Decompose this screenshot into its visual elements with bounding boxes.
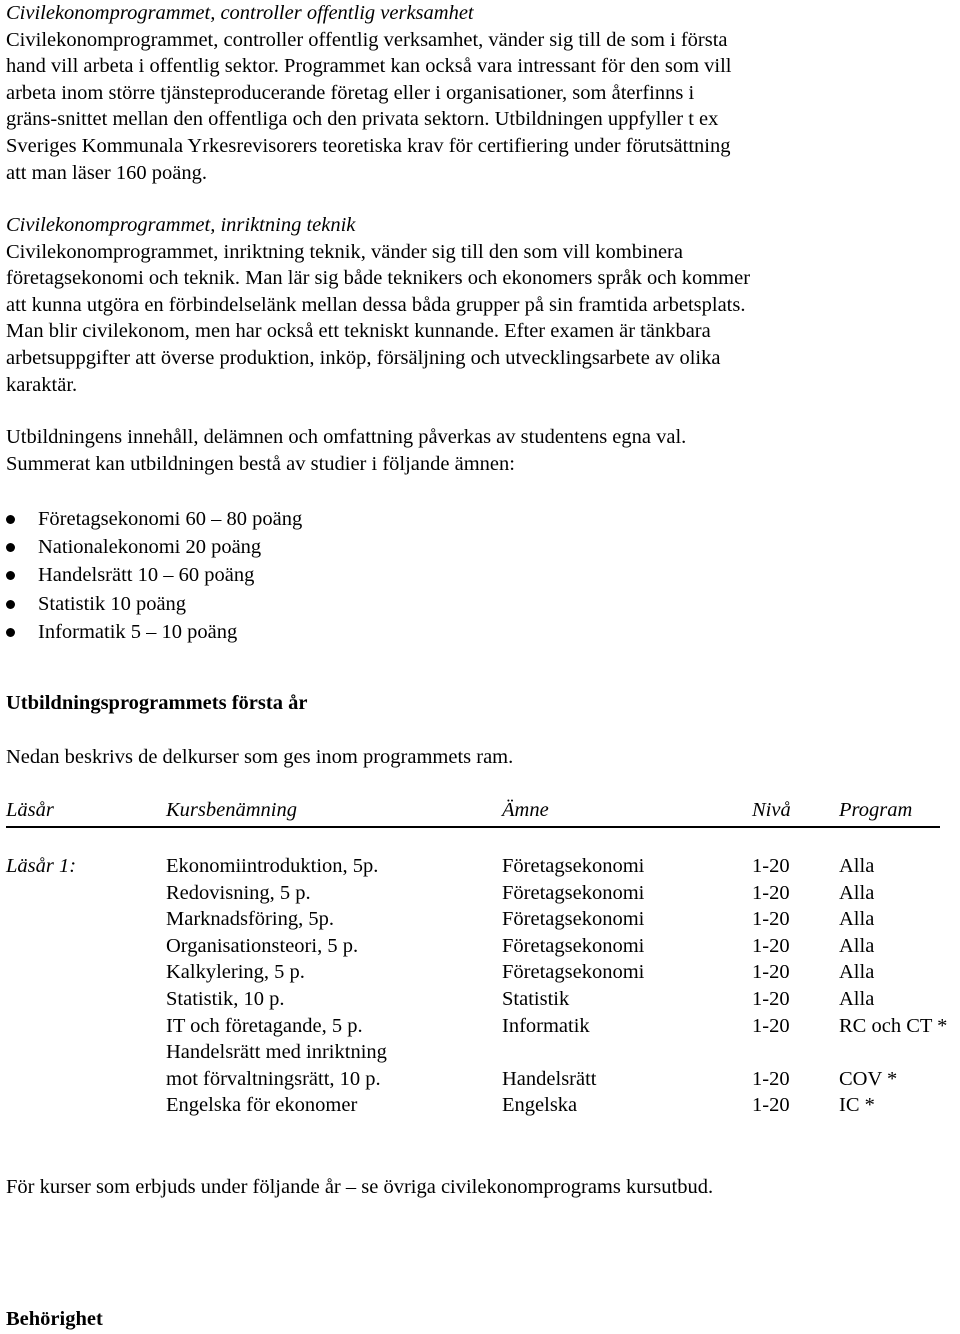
course-subject: Företagsekonomi: [502, 908, 645, 931]
bullet-icon: [6, 515, 15, 524]
text-line: att man läser 160 poäng.: [6, 161, 207, 184]
section-text-controller: [6, 27, 731, 187]
text-line: arbetsuppgifter att överse produktion, inköp, försäljning och utvecklingsarbete av olika: [6, 346, 721, 369]
course-level: 1-20: [752, 1014, 790, 1037]
first-year-heading: Utbildningsprogrammets första år: [6, 692, 308, 714]
course-name: Ekonomiintroduktion, 5p.: [166, 855, 379, 877]
text-line: hand vill arbeta i offentlig sektor. Programmet kan också vara intressant för den som vill: [6, 55, 732, 78]
course-name: Statistik, 10 p.: [166, 988, 285, 1010]
course-program: COV *: [839, 1067, 898, 1090]
table-row: [6, 1066, 956, 1093]
table-row: [6, 880, 956, 907]
section-title-teknik: Civilekonomprogrammet, inriktning teknik: [6, 214, 356, 236]
header-program: Program: [839, 799, 913, 821]
course-program: Alla: [839, 934, 875, 957]
course-level: 1-20: [752, 881, 790, 904]
course-level: 1-20: [752, 1067, 790, 1090]
table-row: [6, 1092, 956, 1119]
course-table-header: [6, 796, 940, 828]
text-line: Civilekonomprogrammet, inriktning teknik, vänder sig till den som vill kombinera: [6, 240, 683, 263]
header-kursbenamning: Kursbenämning: [166, 799, 297, 821]
text-line: Civilekonomprogrammet, controller offentlig verksamhet, vänder sig till de som i första: [6, 28, 728, 51]
course-subject: Företagsekonomi: [502, 961, 645, 984]
year-label: Läsår 1:: [6, 855, 77, 877]
course-subject: Engelska: [502, 1094, 578, 1117]
course-name: Redovisning, 5 p.: [166, 881, 311, 904]
course-subject: Handelsrätt: [502, 1067, 597, 1090]
bullet-icon: [6, 543, 15, 552]
table-row: [6, 853, 956, 880]
table-row: [6, 906, 956, 933]
header-lasar: Läsår: [6, 799, 54, 821]
list-item: Nationalekonomi 20 poäng: [6, 533, 302, 561]
list-item: Handelsrätt 10 – 60 poäng: [6, 561, 302, 589]
course-level: 1-20: [752, 961, 790, 984]
footer-note: För kurser som erbjuds under följande år – se övriga civilekonomprograms kursutbud.: [6, 1176, 714, 1198]
behorighet-heading: Behörighet: [6, 1308, 103, 1330]
header-niva: Nivå: [752, 799, 791, 821]
text-line: Summerat kan utbildningen bestå av studier i följande ämnen:: [6, 452, 515, 475]
text-line: gräns-snittet mellan den offentliga och den privata sektorn. Utbildningen uppfyller t ex: [6, 108, 719, 131]
course-name: Marknadsföring, 5p.: [166, 908, 334, 931]
text-line: Utbildningens innehåll, delämnen och omfattning påverkas av studentens egna val.: [6, 426, 687, 448]
list-item: Informatik 5 – 10 poäng: [6, 618, 302, 646]
course-program: RC och CT *: [839, 1014, 948, 1037]
first-year-intro: Nedan beskrivs de delkurser som ges inom programmets ram.: [6, 746, 514, 768]
bullet-icon: [6, 628, 15, 637]
course-name: Organisationsteori, 5 p.: [166, 934, 359, 957]
course-name: Kalkylering, 5 p.: [166, 961, 305, 984]
bullet-icon: [6, 600, 15, 609]
text-line: arbeta inom större tjänsteproducerande företag eller i organisationer, som återfinns i: [6, 81, 695, 104]
course-subject: Företagsekonomi: [502, 855, 645, 877]
section-title-controller: Civilekonomprogrammet, controller offentlig verksamhet: [6, 2, 474, 24]
course-program: Alla: [839, 961, 875, 984]
list-item: Företagsekonomi 60 – 80 poäng: [6, 505, 302, 533]
text-line: företagsekonomi och teknik. Man lär sig både teknikers och ekonomers språk och kommer: [6, 267, 751, 290]
list-item: Statistik 10 poäng: [6, 590, 302, 618]
text-line: Man blir civilekonom, men har också ett tekniskt kunnande. Efter examen är tänkbara: [6, 320, 711, 343]
course-program: Alla: [839, 908, 875, 931]
course-subject: Informatik: [502, 1014, 590, 1037]
course-level: 1-20: [752, 908, 790, 931]
course-subject: Företagsekonomi: [502, 934, 645, 957]
table-row: [6, 1039, 956, 1066]
course-name: Engelska för ekonomer: [166, 1094, 358, 1117]
course-program: IC *: [839, 1094, 875, 1117]
course-name: Handelsrätt med inriktning: [166, 1041, 387, 1064]
course-program: Alla: [839, 988, 875, 1010]
course-name: mot förvaltningsrätt, 10 p.: [166, 1067, 381, 1090]
header-amne: Ämne: [502, 799, 549, 821]
summary-text: [6, 424, 686, 477]
bullet-icon: [6, 571, 15, 580]
course-name: IT och företagande, 5 p.: [166, 1014, 363, 1037]
section-text-teknik: [6, 239, 750, 399]
course-program: Alla: [839, 855, 875, 877]
course-level: 1-20: [752, 855, 790, 877]
text-line: karaktär.: [6, 373, 78, 396]
course-level: 1-20: [752, 1094, 790, 1117]
course-level: 1-20: [752, 988, 790, 1010]
course-level: 1-20: [752, 934, 790, 957]
subject-list: [6, 505, 302, 646]
table-row: [6, 933, 956, 960]
table-row: [6, 986, 956, 1013]
course-subject: Statistik: [502, 988, 570, 1010]
course-program: Alla: [839, 881, 875, 904]
text-line: Sveriges Kommunala Yrkesrevisorers teoretiska krav för certifiering under förutsättning: [6, 134, 731, 157]
table-row: [6, 1013, 956, 1040]
course-subject: Företagsekonomi: [502, 881, 645, 904]
table-row: [6, 959, 956, 986]
text-line: att kunna utgöra en förbindelselänk mellan dessa båda grupper på sin framtida arbetsplats.: [6, 293, 746, 316]
